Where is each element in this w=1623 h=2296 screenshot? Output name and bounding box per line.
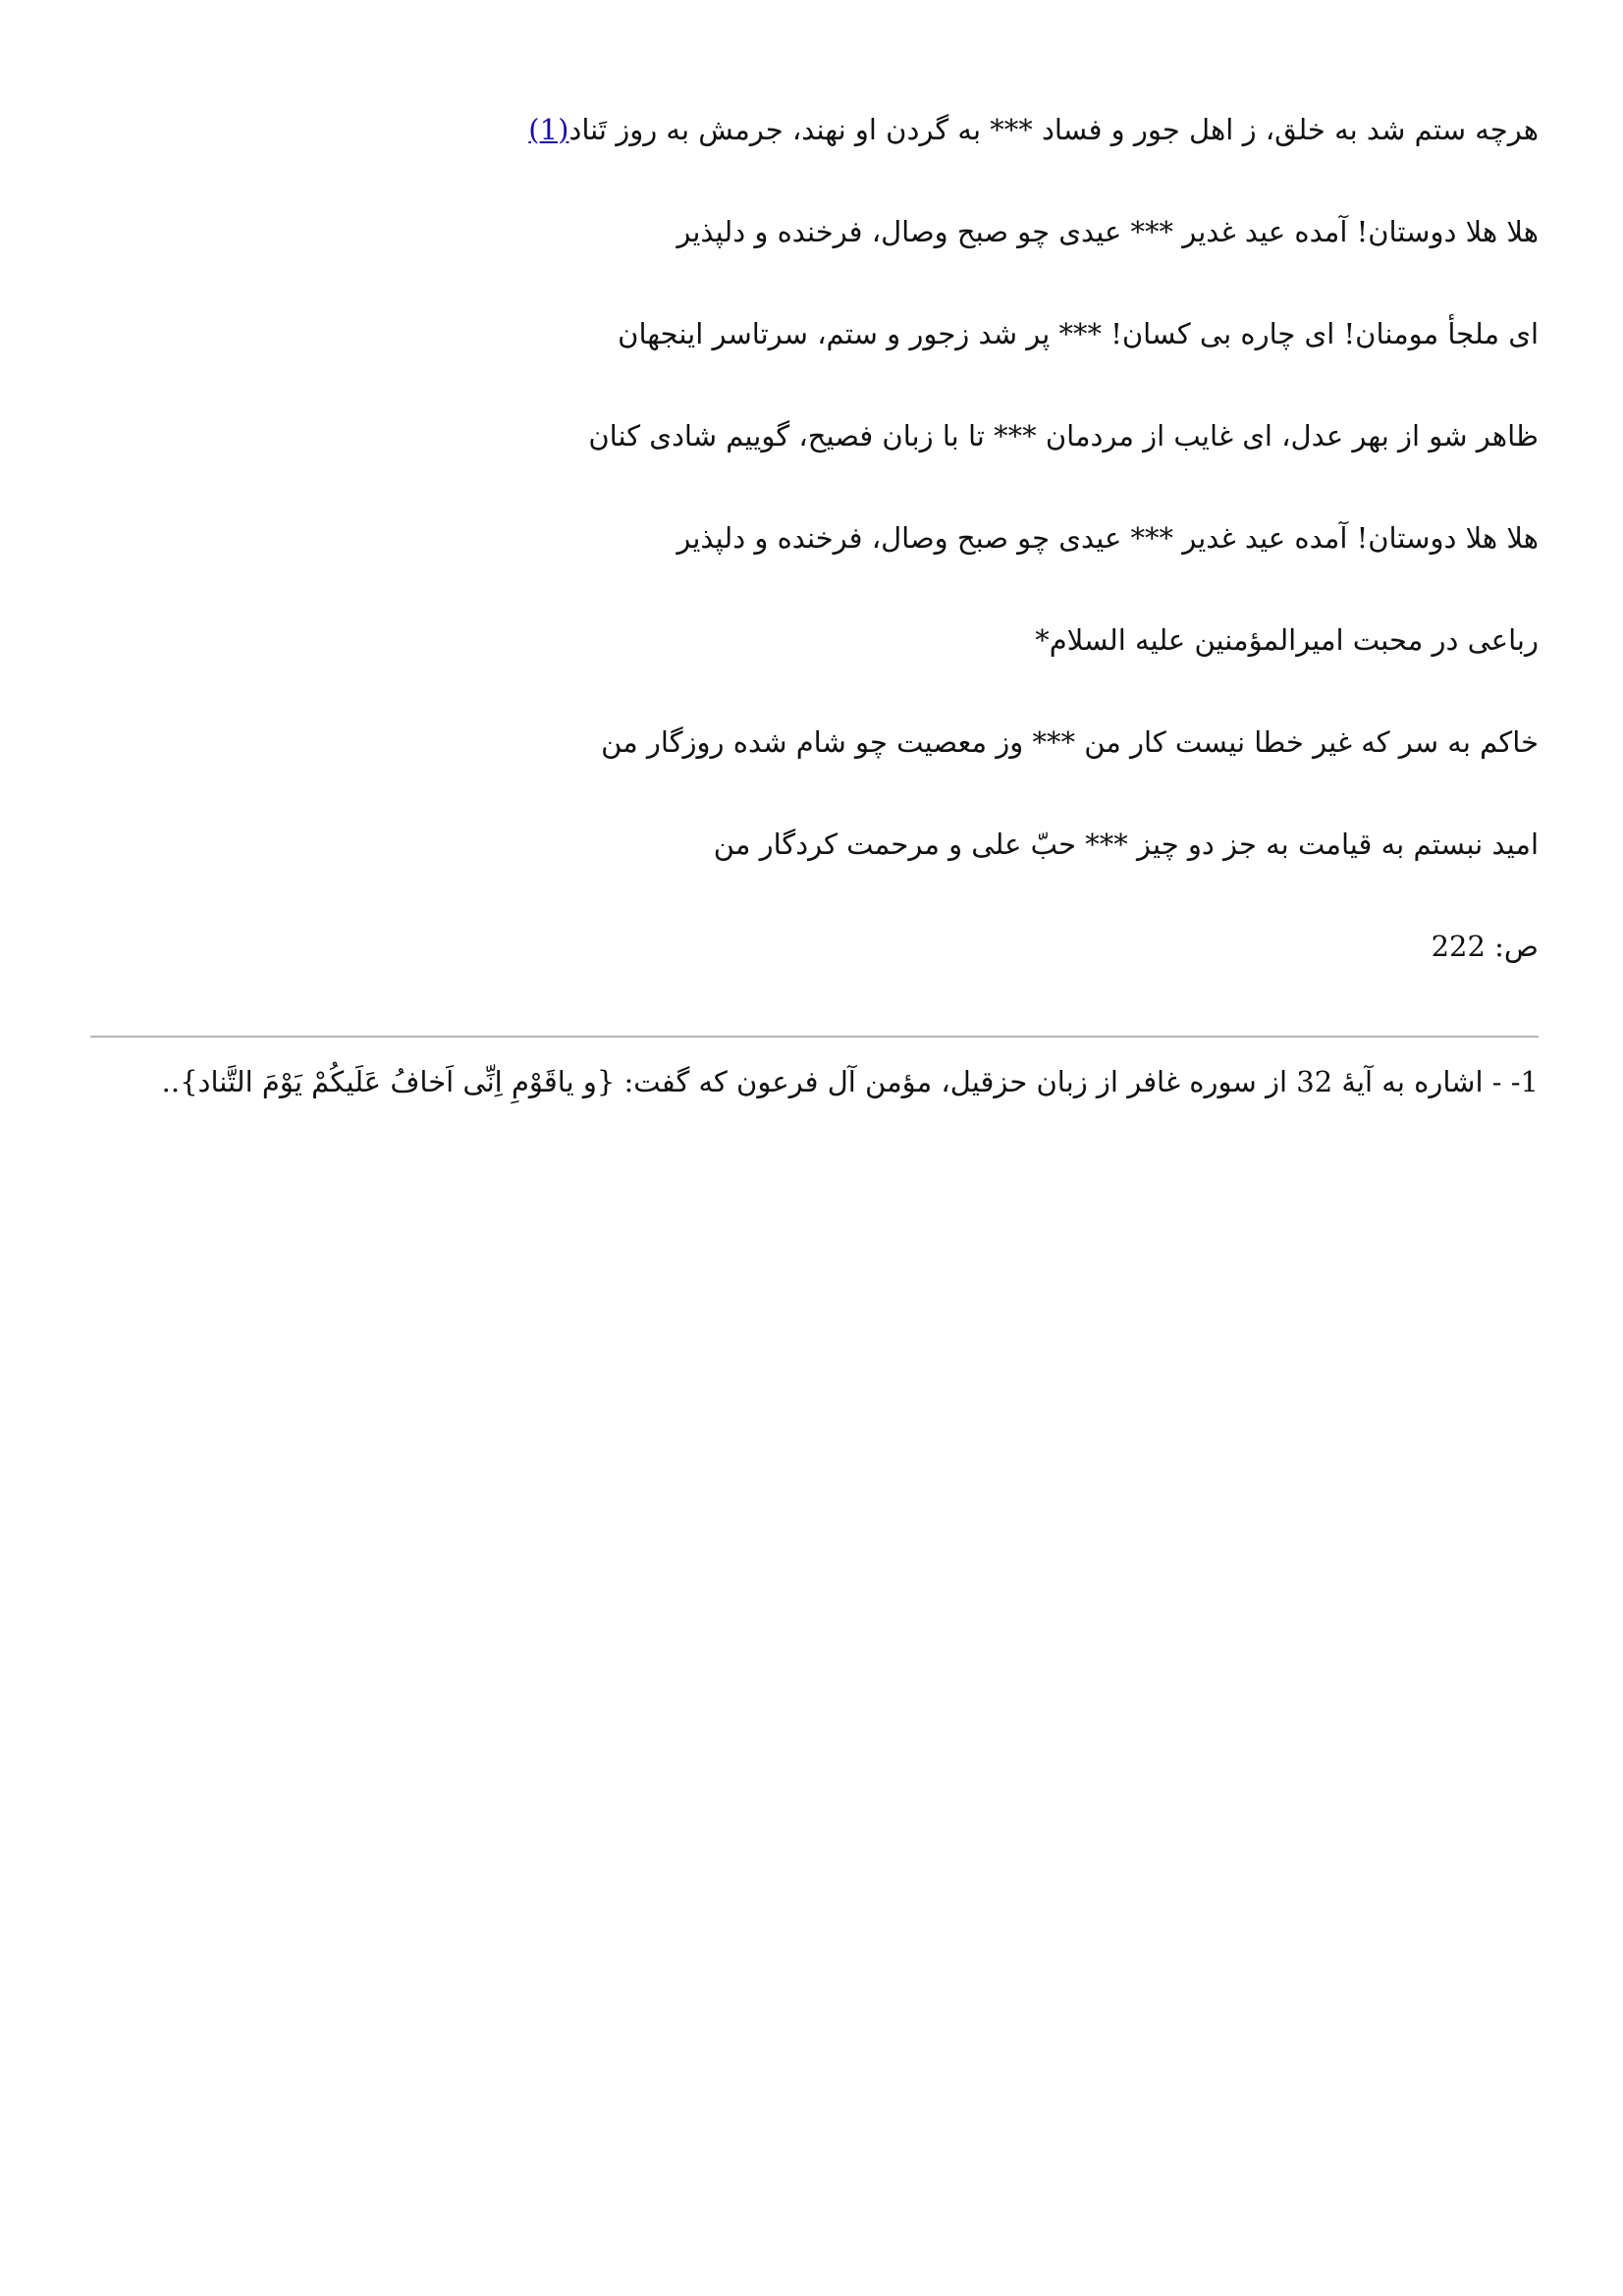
page-number <box>90 927 1539 966</box>
footnote-divider <box>90 1036 1539 1038</box>
poem-line-7-text: امید نبستم به قیامت به جز دو چیز *** حبّ علی و مرحمت کردگار من <box>713 828 1539 861</box>
poem-line-6-text: خاکم به سر که غیر خطا نیست کار من *** وز معصیت چو شام شده روزگار من <box>601 725 1539 759</box>
footnote <box>90 1062 1539 1101</box>
poem-line-2 <box>90 212 1539 251</box>
poem-line-1-text: هرچه ستم شد به خلق، ز اهل جور و فساد *** به گردن او نهند، جرمش به روز تَناد <box>568 113 1539 146</box>
page-number-text: ص: 222 <box>1431 930 1539 963</box>
poem-line-4 <box>90 416 1539 455</box>
poem-line-3 <box>90 314 1539 353</box>
poem-line-4-text: ظاهر شو از بهر عدل، ای غایب از مردمان *** تا با زبان فصیح، گوییم شادی کنان <box>588 419 1539 453</box>
footnote-text: 1- - اشاره به آیهٔ 32 از سوره غافر از زبان حزقیل، مؤمن آل فرعون که گفت: {و یاقَوْمِ اِنِّی اَخافُ عَلَیکُمْ یَوْمَ التَّناد}.. <box>161 1065 1539 1098</box>
poem-line-5 <box>90 518 1539 558</box>
poem-line-1 <box>90 110 1539 149</box>
poem-line-3-text: ای ملجأ مومنان! ای چاره بی کسان! *** پر شد زجور و ستم، سرتاسر اینجهان <box>618 317 1539 350</box>
poem-line-2-text: هلا هلا دوستان! آمده عید غدیر *** عیدی چو صبح وصال، فرخنده و دلپذیر <box>676 215 1539 248</box>
section-heading <box>90 620 1539 660</box>
poem-line-7 <box>90 825 1539 864</box>
poem-line-6 <box>90 722 1539 762</box>
poem-line-5-text: هلا هلا دوستان! آمده عید غدیر *** عیدی چو صبح وصال، فرخنده و دلپذیر <box>676 521 1539 555</box>
section-heading-text: رباعی در محبت امیرالمؤمنین علیه السلام* <box>1035 623 1539 657</box>
footnote-ref-link[interactable]: (1) <box>528 113 569 146</box>
